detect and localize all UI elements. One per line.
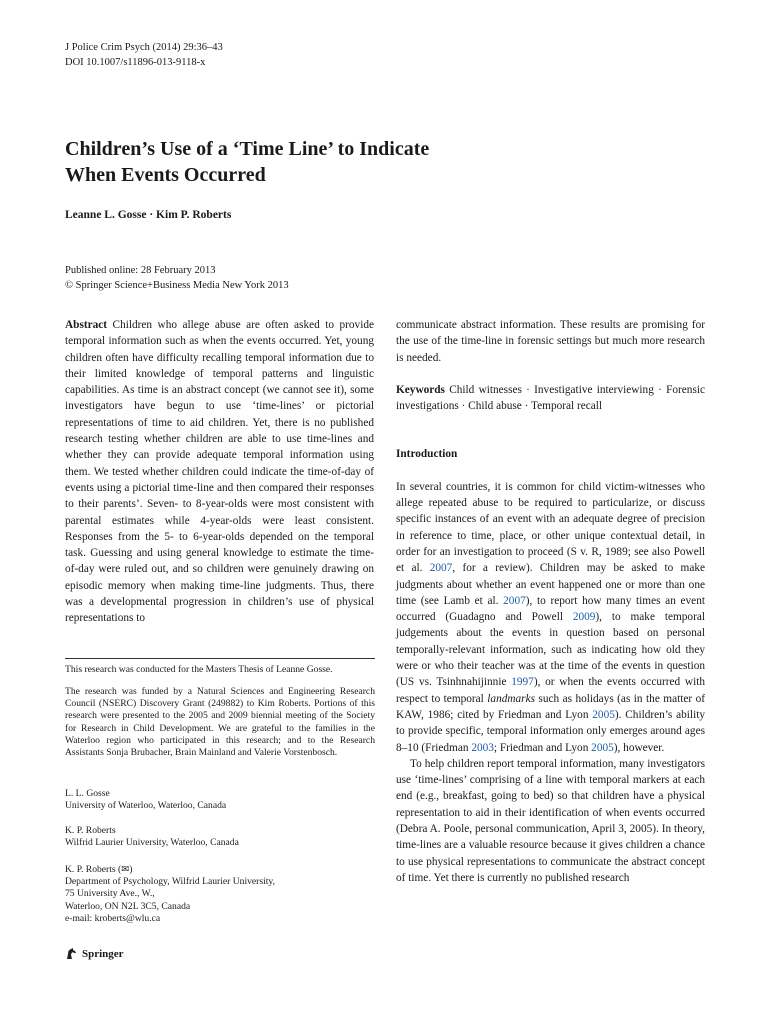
intro-text: In several countries, it is common for child victim-witnesses who allege repeated abuse to be required to particularize, or discuss specific instances of an event with an adequate degree of precision in reference to time, place, or other unique contextual detail, in order for an investigation to proceed (S v. R, 1989; see also Powell et al. [396, 480, 705, 575]
introduction-paragraph-2: To help children report temporal information, many investigators use ‘time-lines’ comprising of a line with temporal markers at each end (e.g., breakfast, going to bed) so that children have a physical representation to aid in their identification of when events occurred (Debra A. Poole, personal communication, April 3, 2005). In theory, time-lines are a valuable resource because it gives children a chance to use physical representations to communicate the abstract concept of time. Yet there is currently no published research [396, 757, 705, 884]
journal-meta [65, 40, 223, 70]
affiliation-3-department: Department of Psychology, Wilfrid Laurier University, [65, 876, 276, 888]
abstract-continued: communicate abstract information. These results are promising for the use of the time-line in forensic settings but much more research is needed. [396, 319, 705, 364]
envelope-icon[interactable]: ✉ [121, 864, 130, 875]
intro-text: ; Friedman and Lyon [493, 741, 592, 754]
published-date: Published online: 28 February 2013 [65, 265, 216, 276]
intro-text: ), to report how many times an event occurred (Guadagno and Powell [396, 594, 705, 624]
title-line-1: Children’s Use of a ‘Time Line’ to Indicate [65, 138, 430, 160]
emphasis-landmarks: landmarks [487, 692, 535, 705]
introduction-paragraph-1 [396, 479, 705, 756]
introduction-heading: Introduction [396, 448, 458, 461]
intro-text: such as holidays (as in the matter of KAW, 1986; cited by Friedman and Lyon [396, 692, 705, 721]
affiliation-2 [65, 825, 375, 849]
affiliation-3-name: K. P. Roberts [65, 864, 116, 875]
citation-link[interactable]: 1997 [511, 676, 534, 689]
affiliation-1-institution: University of Waterloo, Waterloo, Canada [65, 800, 227, 812]
publication-info [65, 263, 289, 293]
title-line-2: When Events Occurred [65, 164, 266, 186]
left-column [65, 317, 374, 627]
keywords [396, 382, 705, 415]
affiliation-1-name: L. L. Gosse [65, 788, 110, 799]
abstract [65, 317, 374, 627]
citation-link[interactable]: 2005 [591, 741, 614, 754]
intro-text: ). Children’s ability to provide specific, temporal information only emerges around ages 8–10 (Friedman [396, 708, 705, 754]
abstract-label: Abstract [65, 319, 108, 331]
citation-link[interactable]: 2009 [572, 611, 596, 624]
citation-link[interactable]: 2007 [503, 594, 526, 607]
intro-text: ), to make temporal judgements about the events in question based on personal temporally-relevant information, such as indicating how old they were or who their teacher was at the time of the events in question (US vs. Tsinhnahijinnie [396, 611, 705, 689]
affiliation-3-address-2: Waterloo, ON N2L 3C5, Canada [65, 900, 191, 912]
affiliation-3 [65, 864, 375, 925]
citation-link[interactable]: 2003 [471, 741, 494, 754]
article-title [65, 136, 625, 188]
affiliation-1 [65, 788, 375, 812]
citation-link[interactable]: 2007 [429, 562, 453, 575]
citation-link[interactable]: 2005 [592, 708, 615, 721]
abstract-text: Children who allege abuse are often asked to provide temporal information such as when the events occurred. Yet, young children often have difficulty recalling temporal information due to their limited knowledge of temporal patterns and linguistic capabilities. As time is an abstract concept (we cannot see it), some investigators have begun to use ‘time-lines’ or pictorial representations of time to aid children. Yet, there is no published research testing whether children are able to use time-lines and whether they can provide adequate temporal information using them. We tested whether children could indicate the time-of-day of events using a pictorial time-line and then compared their responses to their parents’. Seven- to 8-year-olds were most consistent with parental estimates while 4-year-olds were least consistent. Responses from the 5- to 6-year-olds depended on the temporal task. Guessing and using general knowledge to estimate the time-of-day were ruled out, and so children were genuinely drawing on episodic memory when making time-line judgments. Thus, there was a developmental progression in children’s use of physical representations to [65, 319, 375, 625]
authors: Leanne L. Gosse · Kim P. Roberts [65, 209, 232, 221]
affiliation-2-name: K. P. Roberts [65, 825, 116, 836]
affiliation-3-address-1: 75 University Ave., W., [65, 888, 155, 900]
copyright: © Springer Science+Business Media New York 2013 [65, 280, 289, 291]
doi[interactable]: DOI 10.1007/s11896-013-9118-x [65, 57, 206, 68]
publisher-name: Springer [82, 947, 124, 960]
intro-text: ), however. [613, 741, 665, 754]
journal-citation: J Police Crim Psych (2014) 29:36–43 [65, 42, 223, 53]
publisher-logo [65, 947, 124, 960]
affiliation-3-email[interactable]: e-mail: kroberts@wlu.ca [65, 912, 161, 924]
footnote-thesis: This research was conducted for the Masters Thesis of Leanne Gosse. [65, 664, 333, 675]
affiliation-3-name-line: K. P. Roberts (✉) [65, 864, 133, 875]
intro-text: , for a review). Children may be asked to make judgments about whether an event happened one or more than one time (see Lamb et al. [396, 562, 705, 607]
affiliation-2-institution: Wilfrid Laurier University, Waterloo, Canada [65, 837, 239, 849]
right-column [396, 317, 705, 886]
intro-text: ), or when the events occurred with respect to temporal [396, 676, 705, 705]
keywords-label: Keywords [396, 383, 445, 396]
footnote-funding: The research was funded by a Natural Sciences and Engineering Research Council (NSERC) Discovery Grant (249882) to Kim Roberts. Portions of this research were presented to the 2005 and 2009 biennial meeting of the Society for Research in Child Development. We are grateful to the families in the Waterloo region who participated in this research; and to the Research Assistants Sonja Brubacher, Brain Mainland and Valerie Vorstenbosch. [65, 686, 375, 759]
footnote-divider [65, 658, 375, 659]
springer-horse-icon [65, 947, 78, 960]
keywords-text: Child witnesses · Investigative interviewing · Forensic investigations · Child abuse · Temporal recall [396, 383, 706, 413]
